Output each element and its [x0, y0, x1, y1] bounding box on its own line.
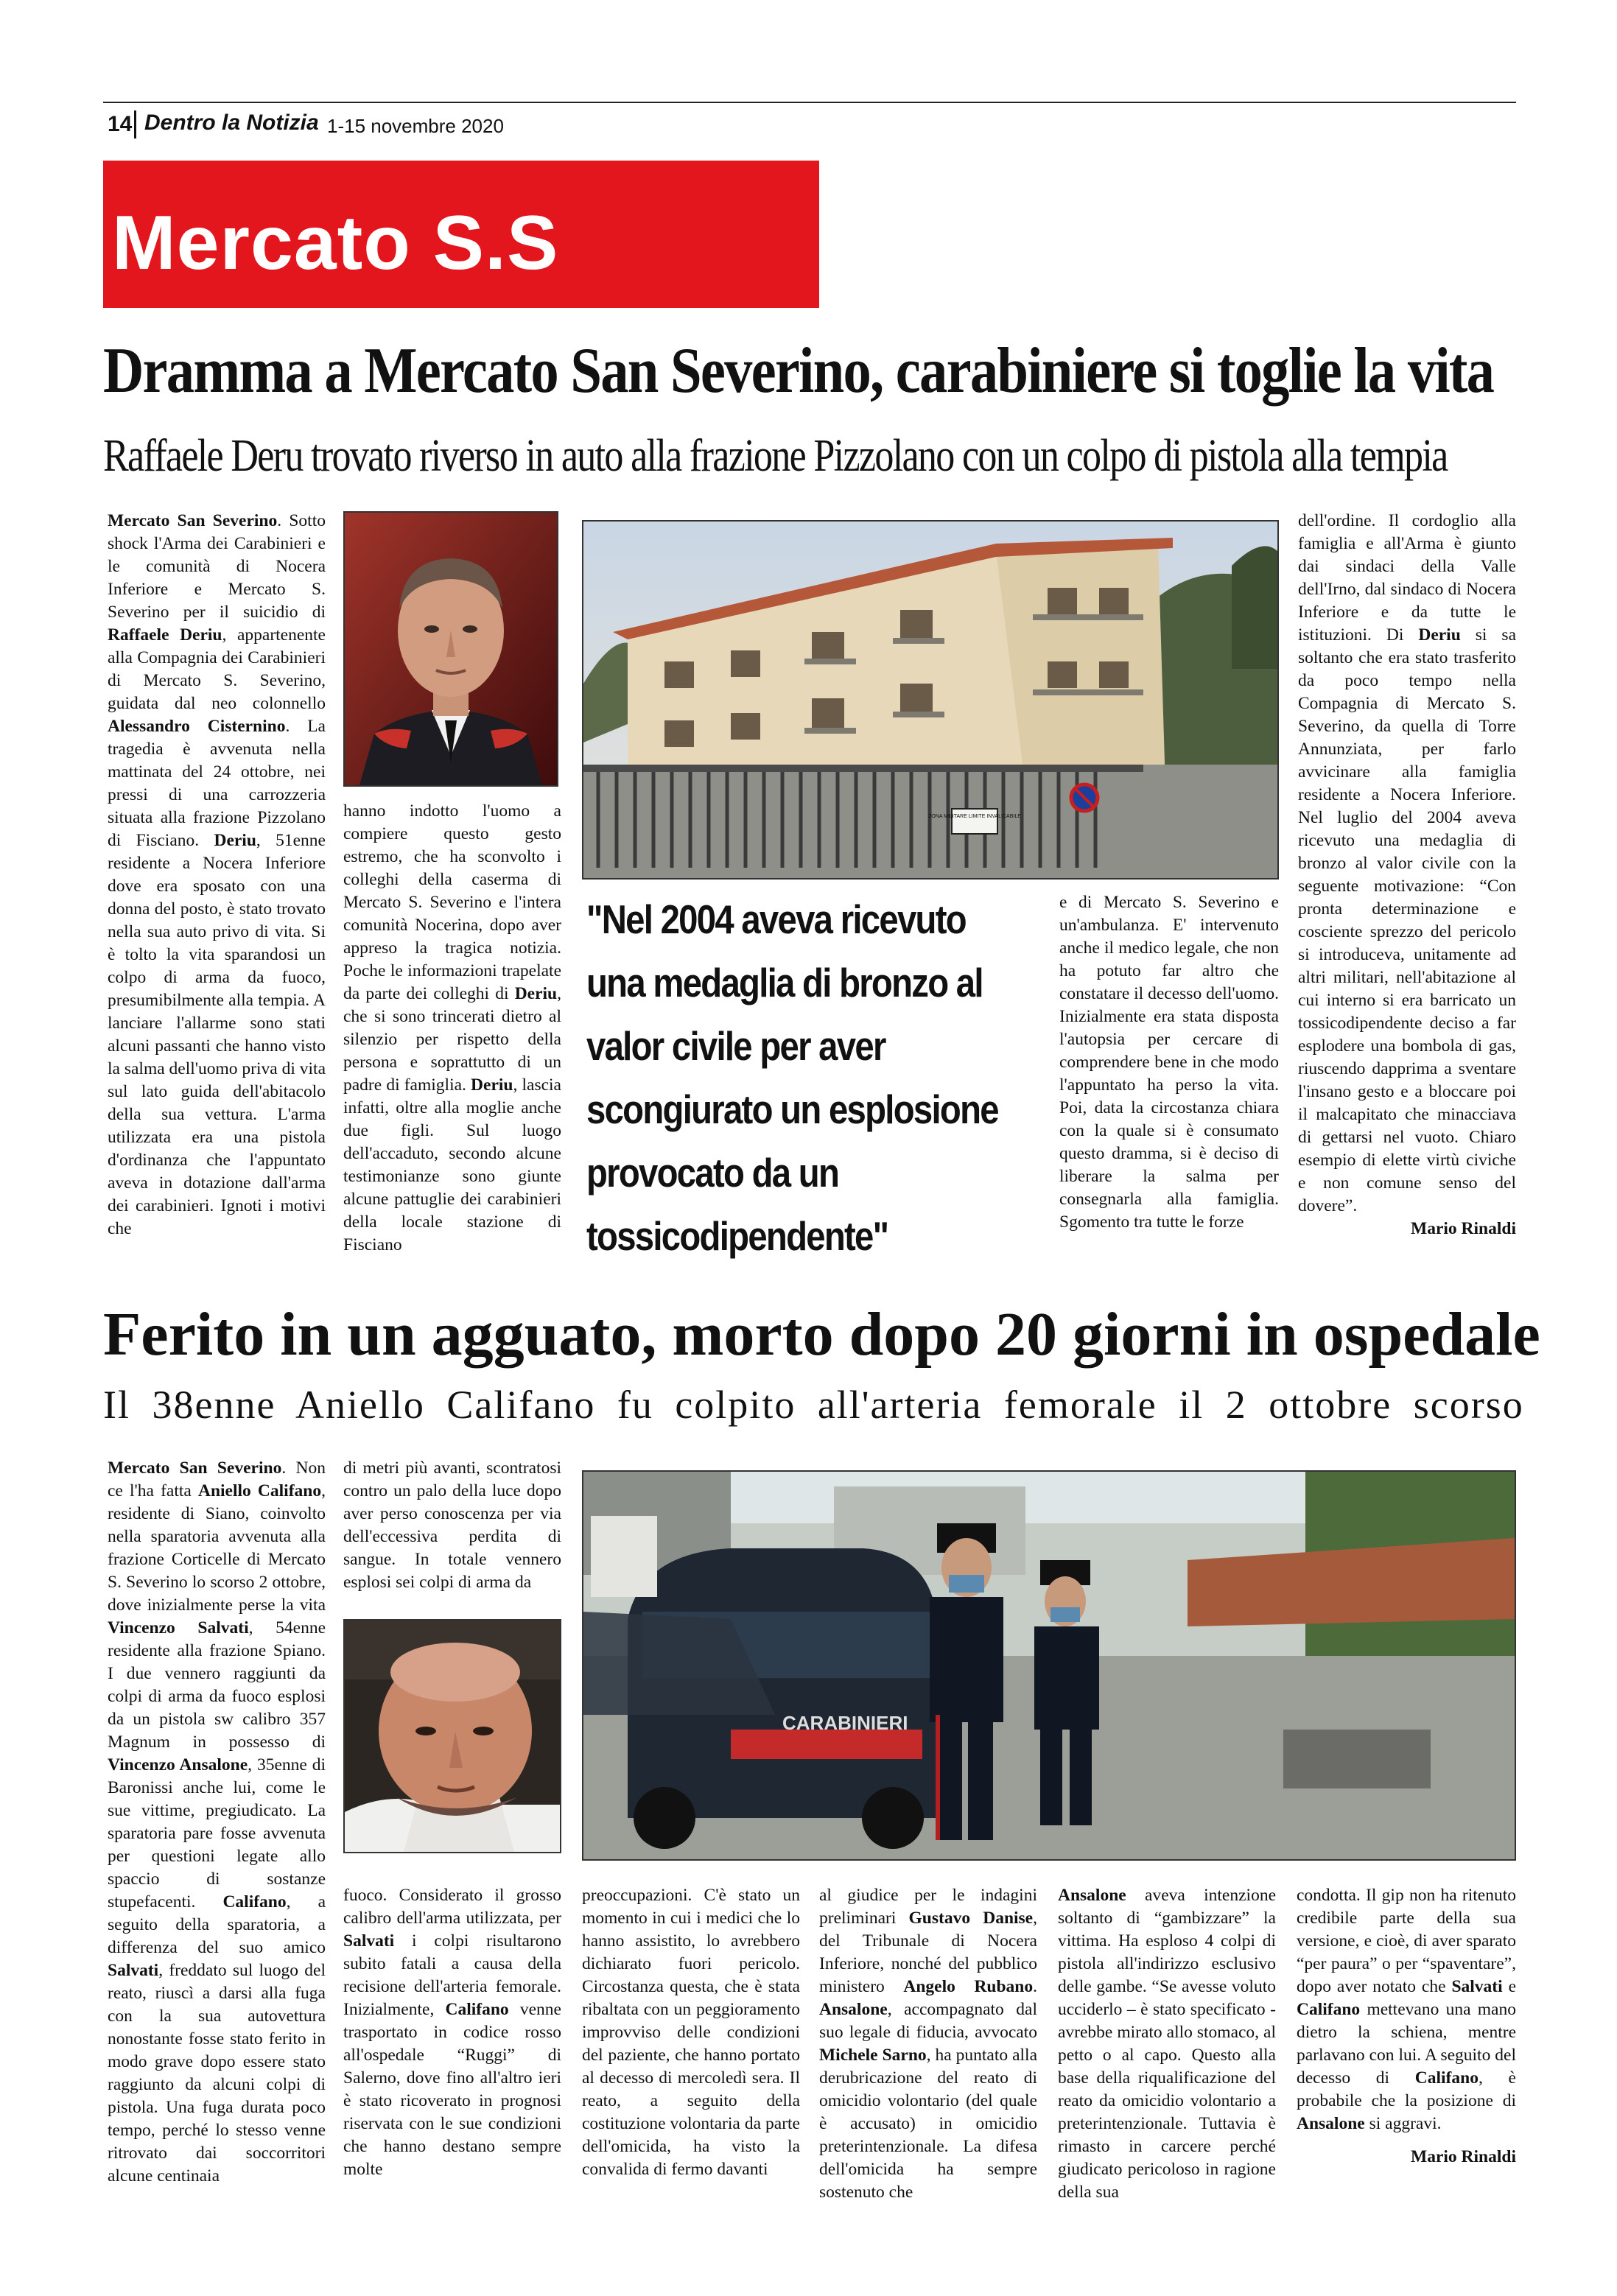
section-title: Mercato S.S — [112, 200, 559, 286]
issue-date: 1-15 novembre 2020 — [327, 115, 504, 137]
pull-quote-line: scongiurato un esplosione — [586, 1086, 998, 1132]
califano-portrait-photo — [343, 1619, 561, 1853]
article2-byline: Mario Rinaldi — [1411, 2147, 1516, 2166]
pull-quote-line: valor civile per aver — [586, 1023, 885, 1069]
article2-column-2-top: di metri più avanti, scontratosi contro un palo della luce dopo aver perso conoscenza per via dell'eccessiva perdita di sangue. In totale vennero esplosi sei colpi di arma da — [343, 1458, 561, 1592]
article2-column-4: al giudice per le indagini preliminari Gustavo Danise, del Tribunale di Nocera Inferiore, nonché del pubblico ministero Angelo Rubano. Ansalone, accompagnato dal suo legale di fiducia, avvocato Michele Sarno, ha puntato alla derubricazione del reato di omicidio volontario (del quale è accusato) in omicidio preterintenzionale. La difesa dell'omicida ha sempre sostenuto che — [819, 1886, 1037, 2202]
article2-headline: Ferito in un agguato, morto dopo 20 giorni in ospedale — [103, 1300, 1540, 1369]
article1-column-1: Mercato San Severino. Sotto shock l'Arma dei Carabinieri e le comunità di Nocera Inferiore e Mercato S. Severino per il suicidio di Raffaele Deriu, appartenente alla Compagnia dei Carabinieri di Mercato S. Severino, guidata dal neo colonnello Alessandro Cisternino. La tragedia è avvenuta nella mattinata del 24 ottobre, nei pressi di una carrozzeria situata alla frazione Pizzolano di Fisciano. Deriu, 51enne residente a Nocera Inferiore dove era sposato con una donna del posto, è stato trovato nella sua auto privo di vita. Si è tolto la vita sparandosi un colpo di arma da fuoco, presumibilmente alla tempia. A lanciare l'allarme sono stati alcuni passanti che hanno visto la salma dell'uomo priva di vita sul lato guida dell'abitacolo della sua vettura. L'arma utilizzata era una pistola d'ordinanza che l'appuntato aveva in dotazione dall'arma dei carabinieri. Ignoti i motivi che — [108, 511, 326, 1238]
barracks-building-photo — [582, 520, 1279, 880]
pull-quote-line: "Nel 2004 aveva ricevuto — [586, 896, 966, 942]
article1-pull-quote — [586, 888, 998, 1268]
pull-quote-line: una medaglia di bronzo al — [586, 960, 983, 1005]
califano-illustration — [345, 1621, 560, 1852]
article1-column-2: hanno indotto l'uomo a compiere questo gesto estremo, che ha sconvolto i colleghi della caserma di Mercato S. Severino e l'intera comunità Nocerina, dopo aver appreso la tragica notizia. Poche le informazioni trapelate da parte dei colleghi di Deriu, che si sono trincerati dietro al silenzio per rispetto della persona e soprattutto di un padre di famiglia. Deriu, lascia infatti, oltre alla moglie anche due figli. Sul luogo dell'accaduto, secondo alcune testimonianze sono giunte alcune pattuglie dei carabinieri della locale stazione di Fisciano — [343, 801, 561, 1254]
carabinieri-illustration — [583, 1472, 1515, 1859]
barracks-illustration — [583, 522, 1277, 878]
article2-subhead: Il 38enne Aniello Califano fu colpito all'arteria femorale il 2 ottobre scorso — [103, 1383, 1524, 1427]
carabinieri-scene-photo — [582, 1470, 1516, 1861]
page-number-divider — [134, 110, 136, 138]
masthead: Dentro la Notizia — [144, 110, 319, 135]
article2-column-3: preoccupazioni. C'è stato un momento in cui i medici che lo hanno assistito, lo avrebbero dichiarato fuori pericolo. Circostanza questa, che è stata ribaltata con un peggioramento improvviso delle condizioni del paziente, che hanno portato al decesso di mercoledì sera. Il reato, a seguito della costituzione volontaria da parte dell'omicida, ha visto la convalida di fermo davanti — [582, 1886, 800, 2179]
article2-column-2-bottom: fuoco. Considerato il grosso calibro dell'arma utilizzata, per Salvati i colpi risultarono subito fatali a causa della recisione dell'arteria femorale. Inizialmente, Califano venne trasportato in codice rosso all'ospedale “Ruggi” di Salerno, dove fino all'altro ieri è stato ricoverato in prognosi riservata con le sue condizioni che hanno destano sempre molte — [343, 1886, 561, 2179]
article1-headline: Dramma a Mercato San Severino, carabiniere si toglie la vita — [103, 335, 1494, 407]
pull-quote-line: provocato da un — [586, 1150, 839, 1196]
article1-subhead: Raffaele Deru trovato riverso in auto alla frazione Pizzolano con un colpo di pistola alla tempia — [103, 431, 1448, 481]
article1-byline: Mario Rinaldi — [1411, 1219, 1516, 1238]
article2-column-6: condotta. Il gip non ha ritenuto credibile parte della sua versione, e cioè, di aver sparato “per paura” o per “spaventare”, dopo aver notato che Salvati e Califano mettevano una mano dietro la schiena, mentre parlavano con lui. A seguito del decesso di Califano, è probabile che la posizione di Ansalone si aggravi. Mario Rinaldi — [1297, 1884, 1516, 2238]
article2-column-5: Ansalone aveva intenzione soltanto di “gambizzare” la vittima. Ha esploso 4 colpi di pistola all'indirizzo esclusivo delle gambe. “Se avesse voluto ucciderlo – è stato specificato - avrebbe mirato allo stomaco, al petto o al capo. Questo alla base della riqualificazione del reato da omicidio volontario a preterintenzionale. Tuttavia è rimasto in carcere perché giudicato pericoloso in ragione della sua — [1058, 1886, 1276, 2202]
portrait-illustration — [345, 513, 557, 785]
car-lettering: CARABINIERI — [782, 1712, 908, 1734]
header-rule — [103, 102, 1516, 103]
article1-column-5: dell'ordine. Il cordoglio alla famiglia e all'Arma è giunto dai sindaci della Valle dell'Irno, dal sindaco di Nocera Inferiore e da tutte le istituzioni. Di Deriu si sa soltanto che era stato trasferito da poco tempo nella Compagnia di Mercato S. Severino, da quella di Torre Annunziata, per farlo avvicinare alla famiglia residente a Nocera Inferiore. Nel luglio del 2004 aveva ricevuto una medaglia di bronzo al valor civile con la seguente motivazione: “Con pronta determinazione e cosciente sprezzo del pericolo si introduceva, unitamente ad altri militari, nell'abitazione al cui interno si era barricato un tossicodipendente deciso a far esplodere una bombola di gas, riuscendo dapprima a sventare l'insano gesto e a bloccare poi il malcapitato che minacciava di gettarsi nel vuoto. Chiaro esempio di elette virtù civiche e non comune senso del dovere”. Mario Rinaldi — [1298, 510, 1516, 1271]
carabiniere-portrait-photo — [343, 511, 558, 787]
article2-column-1: Mercato San Severino. Non ce l'ha fatta Aniello Califano, residente di Siano, coinvolto nella sparatoria avvenuta alla frazione Corticelle di Mercato S. Severino lo scorso 2 ottobre, dove inizialmente perse la vita Vincenzo Salvati, 54enne residente alla frazione Spiano. I due vennero raggiunti da colpi di arma da fuoco esplosi da un pistola sw calibro 357 Magnum in possesso di Vincenzo Ansalone, 35enne di Baronissi anche lui, come le sue vittime, pregiudicato. La sparatoria pare fosse avvenuta per questioni legate allo spaccio di sostanze stupefacenti. Califano, a seguito della sparatoria, a differenza del suo amico Salvati, freddato sul luogo del reato, riuscì a darsi alla fuga con la sua autovettura nonostante fosse stato ferito in modo grave dopo essere stato raggiunto da alcuni colpi di pistola. Una fuga durata poco tempo, perché lo stesso venne ritrovato dai soccorritori alcune centinaia — [108, 1458, 326, 2186]
pull-quote-line: tossicodipendente" — [586, 1213, 888, 1259]
page-number: 14 — [108, 112, 133, 136]
article1-column-4: e di Mercato S. Severino e un'ambulanza. E' intervenuto anche il medico legale, che non ha potuto far altro che constatare il decesso dell'uomo. Inizialmente era stata disposta l'autopsia per cercare di comprendere bene in che modo l'appuntato ha perso la vita. Poi, data la circostanza chiara con la quale si è consumato questo dramma, si è deciso di liberare la salma per consegnarla alla famiglia. Sgomento tra tutte le forze — [1059, 893, 1279, 1232]
sign-zone-line: ZONA MILITARE LIMITE INVALICABILE — [928, 814, 1021, 819]
